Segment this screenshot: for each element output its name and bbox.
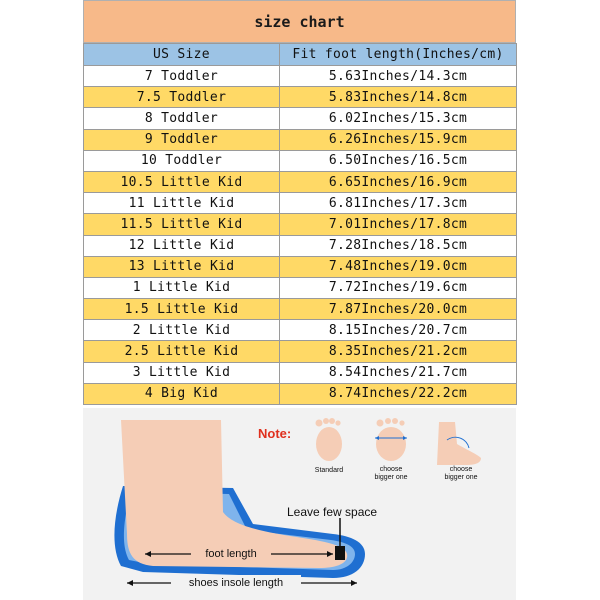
choose-label-2: choose bbox=[449, 466, 473, 473]
size-cell: 4 Big Kid bbox=[84, 383, 280, 404]
size-cell: 8 Toddler bbox=[84, 108, 280, 129]
size-cell: 13 Little Kid bbox=[84, 256, 280, 277]
measure-diagram bbox=[83, 408, 516, 600]
standard-foot-icon bbox=[316, 418, 343, 461]
table-row bbox=[84, 256, 517, 277]
table-row bbox=[84, 277, 517, 298]
table-row bbox=[84, 383, 517, 404]
size-cell: 10.5 Little Kid bbox=[84, 171, 280, 192]
insole-length-label: shoes insole length bbox=[188, 577, 284, 589]
table-row bbox=[84, 341, 517, 362]
leave-space-label: Leave few space bbox=[287, 505, 378, 519]
header-foot-length: Fit foot length(Inches/cm) bbox=[280, 44, 517, 66]
table-body bbox=[84, 66, 517, 405]
length-cell: 5.83Inches/14.8cm bbox=[280, 87, 517, 108]
table-row bbox=[84, 108, 517, 129]
wide-foot-icon bbox=[375, 418, 407, 461]
size-cell: 9 Toddler bbox=[84, 129, 280, 150]
table-row bbox=[84, 66, 517, 87]
table-row bbox=[84, 150, 517, 171]
table-row bbox=[84, 129, 517, 150]
table-row bbox=[84, 171, 517, 192]
size-cell: 1.5 Little Kid bbox=[84, 299, 280, 320]
length-cell: 5.63Inches/14.3cm bbox=[280, 66, 517, 87]
choose-label-1: choose bbox=[379, 466, 403, 473]
size-cell: 3 Little Kid bbox=[84, 362, 280, 383]
table-row bbox=[84, 193, 517, 214]
bigger-one-label-2: bigger one bbox=[444, 474, 478, 481]
size-table bbox=[83, 43, 517, 405]
size-cell: 11 Little Kid bbox=[84, 193, 280, 214]
table-row bbox=[84, 235, 517, 256]
instep-foot-icon bbox=[437, 422, 481, 465]
length-cell: 6.65Inches/16.9cm bbox=[280, 171, 517, 192]
size-cell: 11.5 Little Kid bbox=[84, 214, 280, 235]
table-header-row bbox=[84, 44, 517, 66]
header-us-size: US Size bbox=[84, 44, 280, 66]
length-cell: 8.74Inches/22.2cm bbox=[280, 383, 517, 404]
size-cell: 2.5 Little Kid bbox=[84, 341, 280, 362]
note-label: Note: bbox=[258, 426, 292, 441]
size-cell: 7.5 Toddler bbox=[84, 87, 280, 108]
length-cell: 7.28Inches/18.5cm bbox=[280, 235, 517, 256]
length-cell: 8.35Inches/21.2cm bbox=[280, 341, 517, 362]
length-cell: 6.26Inches/15.9cm bbox=[280, 129, 517, 150]
length-cell: 7.72Inches/19.6cm bbox=[280, 277, 517, 298]
chart-title: size chart bbox=[83, 0, 516, 43]
size-cell: 7 Toddler bbox=[84, 66, 280, 87]
foot-diagram bbox=[83, 408, 516, 600]
length-cell: 8.54Inches/21.7cm bbox=[280, 362, 517, 383]
size-cell: 10 Toddler bbox=[84, 150, 280, 171]
table-row bbox=[84, 362, 517, 383]
length-cell: 8.15Inches/20.7cm bbox=[280, 320, 517, 341]
length-cell: 6.50Inches/16.5cm bbox=[280, 150, 517, 171]
table-row bbox=[84, 320, 517, 341]
toe-gap-marker bbox=[335, 546, 345, 560]
standard-label: Standard bbox=[314, 467, 344, 474]
table-row bbox=[84, 214, 517, 235]
size-cell: 2 Little Kid bbox=[84, 320, 280, 341]
size-cell: 1 Little Kid bbox=[84, 277, 280, 298]
size-cell: 12 Little Kid bbox=[84, 235, 280, 256]
length-cell: 7.87Inches/20.0cm bbox=[280, 299, 517, 320]
table-row bbox=[84, 299, 517, 320]
bigger-one-label-1: bigger one bbox=[374, 474, 408, 481]
length-cell: 7.48Inches/19.0cm bbox=[280, 256, 517, 277]
table-row bbox=[84, 87, 517, 108]
length-cell: 7.01Inches/17.8cm bbox=[280, 214, 517, 235]
size-chart bbox=[83, 0, 516, 405]
foot-length-label: foot length bbox=[205, 548, 257, 560]
length-cell: 6.81Inches/17.3cm bbox=[280, 193, 517, 214]
length-cell: 6.02Inches/15.3cm bbox=[280, 108, 517, 129]
